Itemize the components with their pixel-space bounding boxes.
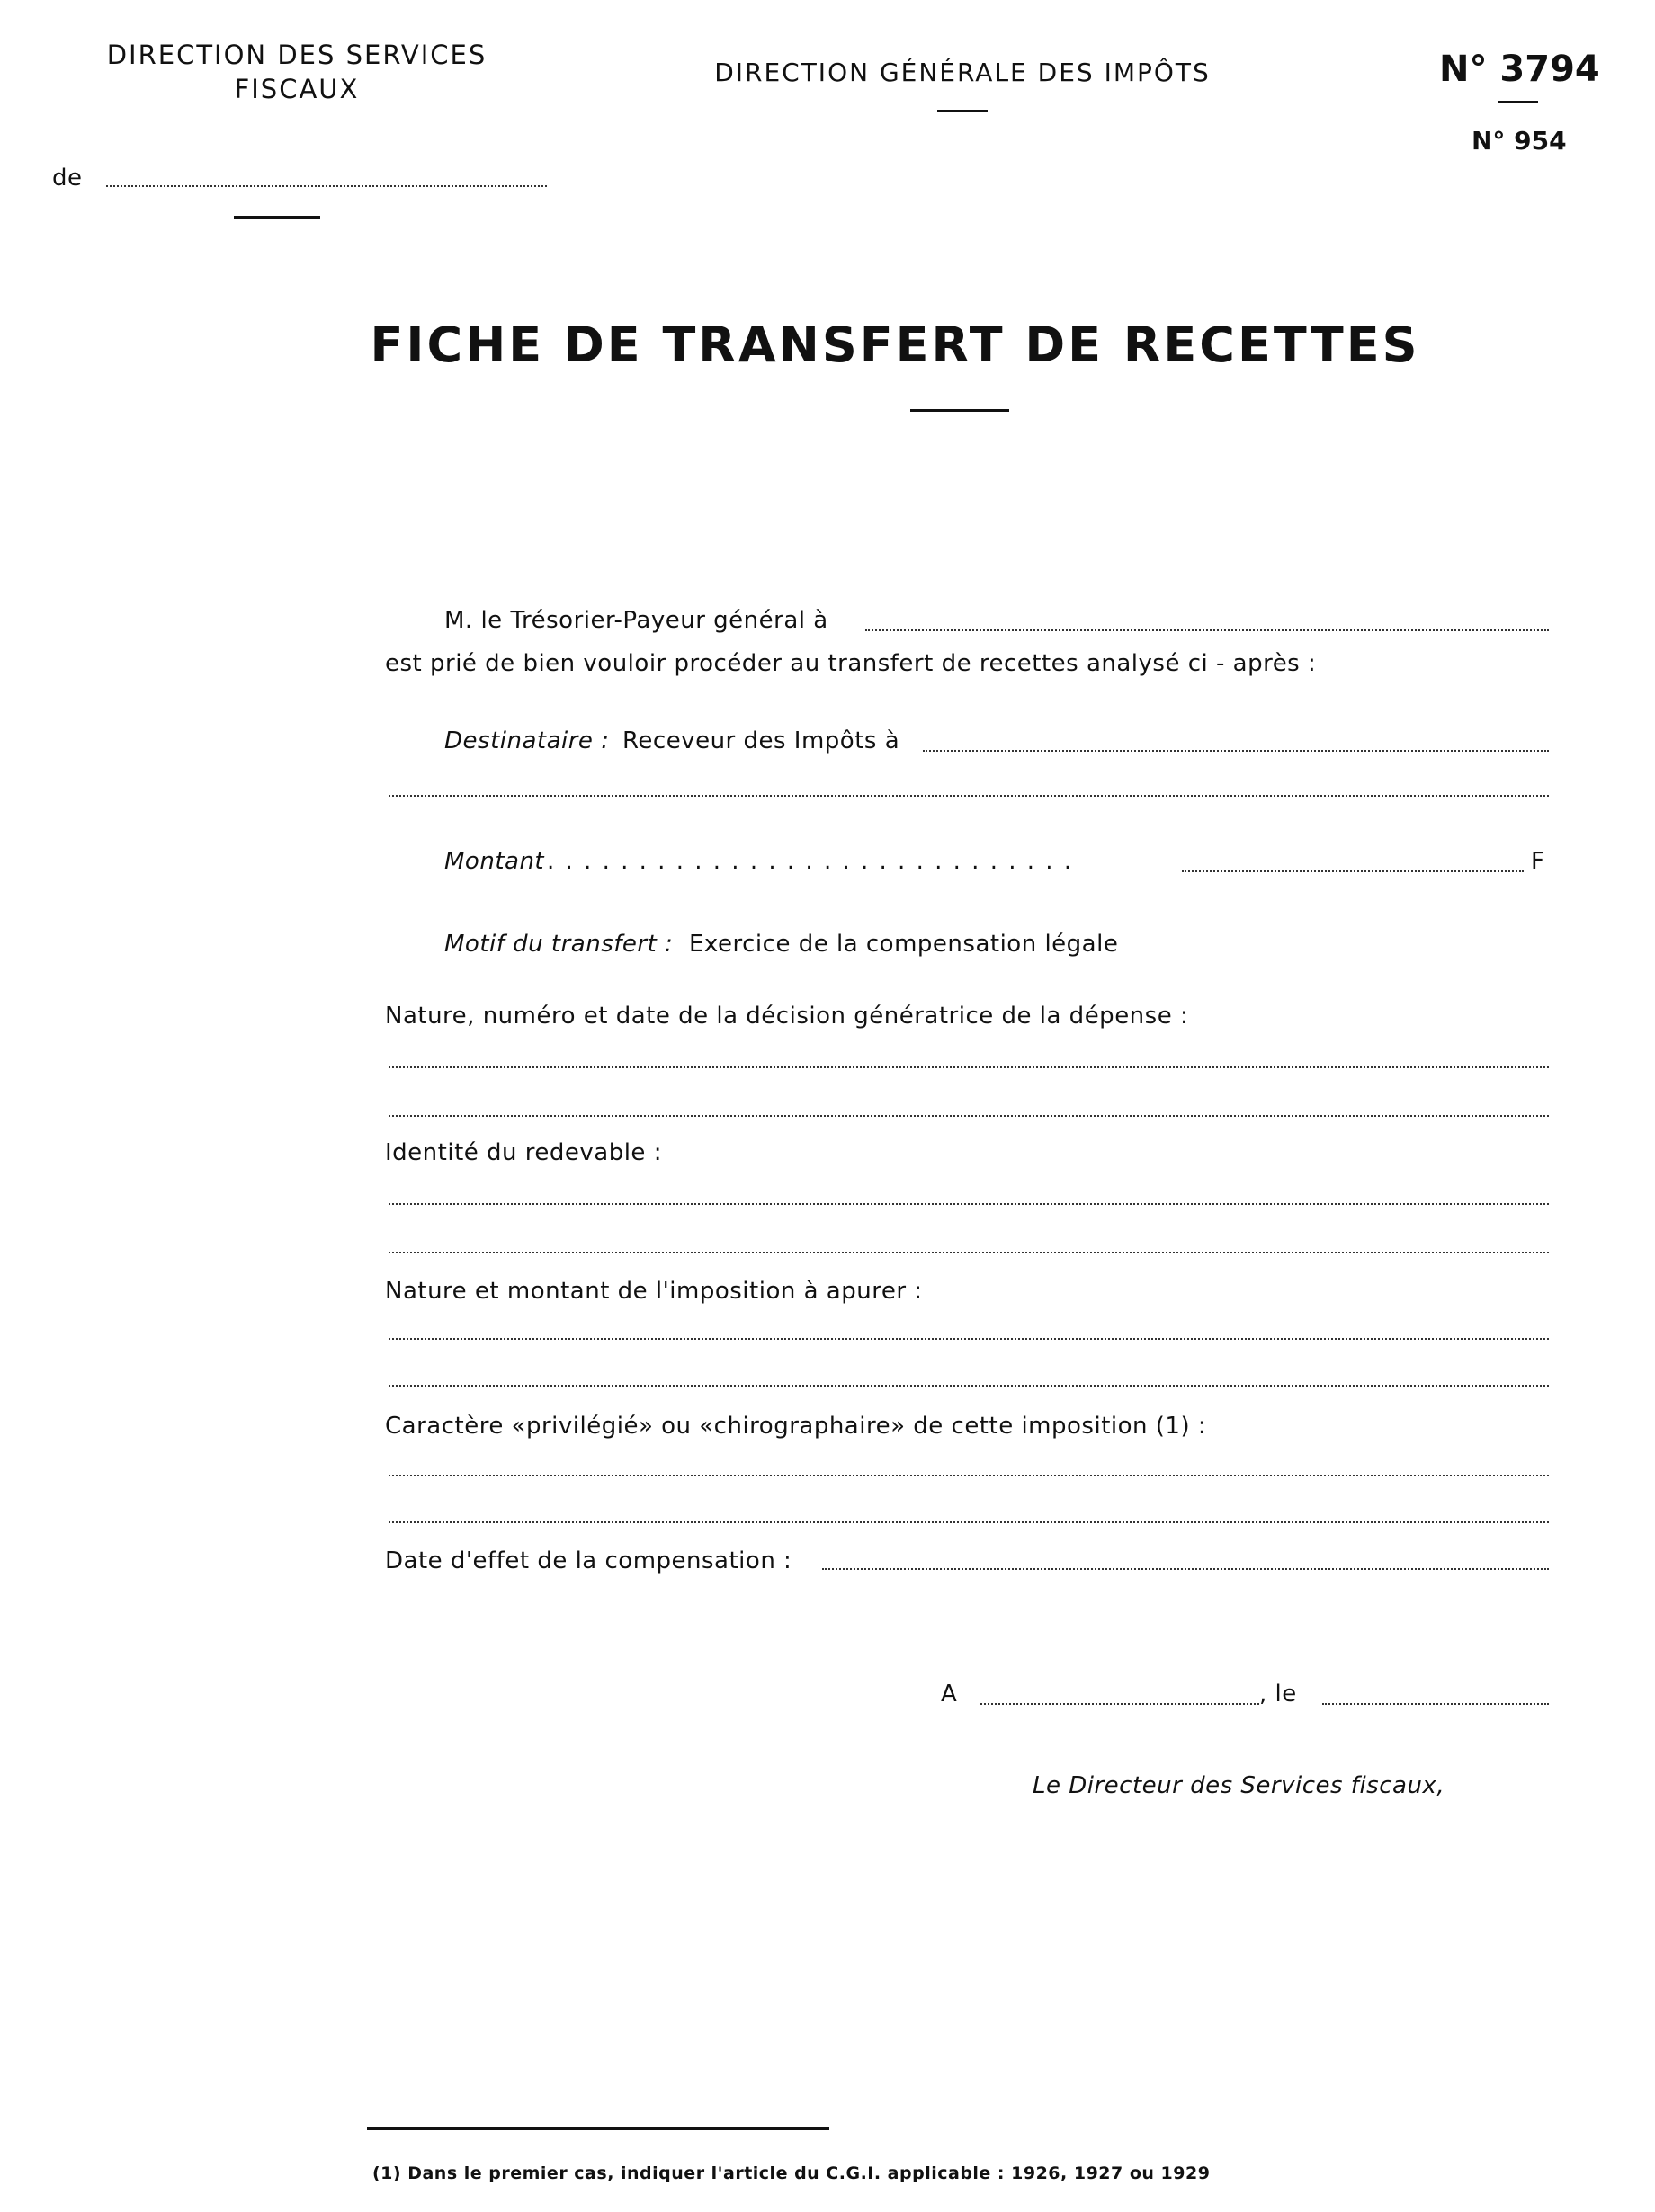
nature-decision-field-line2[interactable] — [389, 1115, 1549, 1117]
motif-label: Motif du transfert : — [444, 931, 674, 958]
footnote: (1) Dans le premier cas, indiquer l'article du C.G.I. applicable : 1926, 1927 ou 1929 — [372, 2163, 1211, 2183]
de-field[interactable] — [106, 185, 547, 187]
date-effet-field[interactable] — [822, 1568, 1549, 1570]
caractere-label: Caractère «privilégié» ou «chirographaire» de cette imposition (1) : — [385, 1413, 1207, 1440]
center-header-divider — [937, 110, 988, 112]
form-number: N° 3794 — [1439, 49, 1600, 90]
place-label: A — [941, 1681, 958, 1708]
tresorier-label: M. le Trésorier-Payeur général à — [444, 607, 828, 634]
issuing-direction-line1: DIRECTION DES SERVICES — [106, 40, 488, 70]
motif-value: Exercice de la compensation légale — [689, 931, 1119, 958]
nature-montant-field-line2[interactable] — [389, 1385, 1549, 1387]
issuing-direction-line2: FISCAUX — [234, 74, 360, 104]
page-title: FICHE DE TRANSFERT DE RECETTES — [370, 317, 1420, 373]
destinataire-value: Receveur des Impôts à — [622, 727, 900, 754]
montant-label: Montant — [444, 848, 545, 875]
title-divider — [910, 409, 1009, 412]
date-label: , le — [1259, 1681, 1297, 1708]
nature-decision-field-line1[interactable] — [389, 1066, 1549, 1068]
caractere-field-line2[interactable] — [389, 1521, 1549, 1523]
identite-field-line1[interactable] — [389, 1203, 1549, 1205]
signatory-title: Le Directeur des Services fiscaux, — [1033, 1772, 1445, 1799]
nature-decision-label: Nature, numéro et date de la décision génératrice de la dépense : — [385, 1003, 1189, 1030]
form-number-divider — [1498, 101, 1538, 103]
left-header-divider — [234, 216, 320, 219]
general-direction: DIRECTION GÉNÉRALE DES IMPÔTS — [714, 58, 1211, 87]
montant-unit: F — [1531, 848, 1545, 875]
footnote-divider — [367, 2127, 829, 2130]
intro-line: est prié de bien vouloir procéder au transfert de recettes analysé ci - après : — [385, 650, 1317, 677]
date-field[interactable] — [1322, 1703, 1549, 1705]
nature-montant-label: Nature et montant de l'imposition à apurer : — [385, 1278, 923, 1305]
place-field[interactable] — [980, 1703, 1259, 1705]
issuing-direction — [54, 38, 540, 106]
destinataire-field[interactable] — [923, 750, 1549, 752]
identite-label: Identité du redevable : — [385, 1139, 662, 1166]
montant-leader-dots: . . . . . . . . . . . . . . . . . . . . . . . . . . . . . — [547, 848, 1074, 875]
identite-field-line2[interactable] — [389, 1252, 1549, 1253]
nature-montant-field-line1[interactable] — [389, 1338, 1549, 1340]
date-effet-label: Date d'effet de la compensation : — [385, 1548, 792, 1574]
tresorier-field[interactable] — [865, 629, 1549, 631]
montant-field[interactable] — [1182, 870, 1524, 872]
destinataire-field-line2[interactable] — [389, 795, 1549, 797]
destinataire-label: Destinataire : — [444, 727, 610, 754]
de-label: de — [52, 165, 83, 192]
form-subnumber: N° 954 — [1472, 126, 1567, 156]
caractere-field-line1[interactable] — [389, 1475, 1549, 1476]
